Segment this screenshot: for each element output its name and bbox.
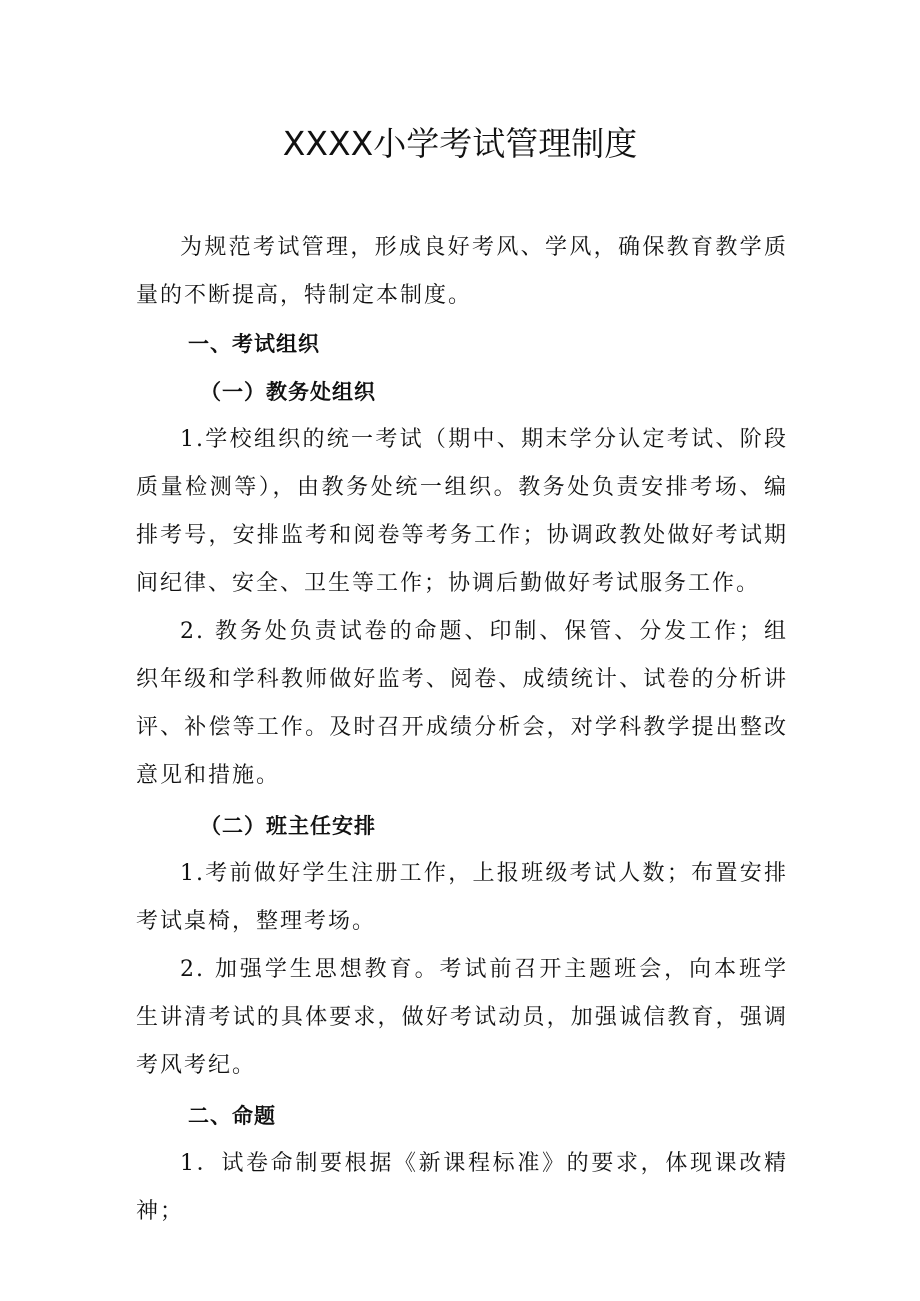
section-heading-exam-organization: 一、考试组织 (188, 332, 320, 356)
subsection-heading-academic-office: （一）教务处组织 (200, 380, 376, 404)
document-body (136, 224, 788, 1236)
section-heading-proposition: 二、命题 (188, 1104, 276, 1128)
intro-paragraph: 为规范考试管理，形成良好考风、学风，确保教育教学质量的不断提高，特制定本制度。 (136, 235, 788, 308)
academic-office-item-2: 2. 教务处负责试卷的命题、印制、保管、分发工作；组织年级和学科教师做好监考、阅卷、成绩统计、试卷的分析讲评、补偿等工作。及时召开成绩分析会，对学科教学提出整改意见和措施。 (136, 619, 788, 788)
document-title: XXXX小学考试管理制度 (282, 124, 638, 163)
proposition-item-1: 1．试卷命制要根据《新课程标准》的要求，体现课改精神； (136, 1151, 788, 1224)
class-teacher-item-1: 1.考前做好学生注册工作，上报班级考试人数；布置安排考试桌椅，整理考场。 (136, 861, 788, 934)
class-teacher-item-2: 2. 加强学生思想教育。考试前召开主题班会，向本班学生讲清考试的具体要求，做好考试动员，加强诚信教育，强调考风考纪。 (136, 957, 788, 1078)
academic-office-item-1: 1.学校组织的统一考试（期中、期末学分认定考试、阶段质量检测等），由教务处统一组织。教务处负责安排考场、编排考号，安排监考和阅卷等考务工作；协调政教处做好考试期间纪律、安全、卫生等工作；协调后勤做好考试服务工作。 (136, 427, 788, 596)
subsection-heading-class-teacher: （二）班主任安排 (200, 814, 376, 838)
